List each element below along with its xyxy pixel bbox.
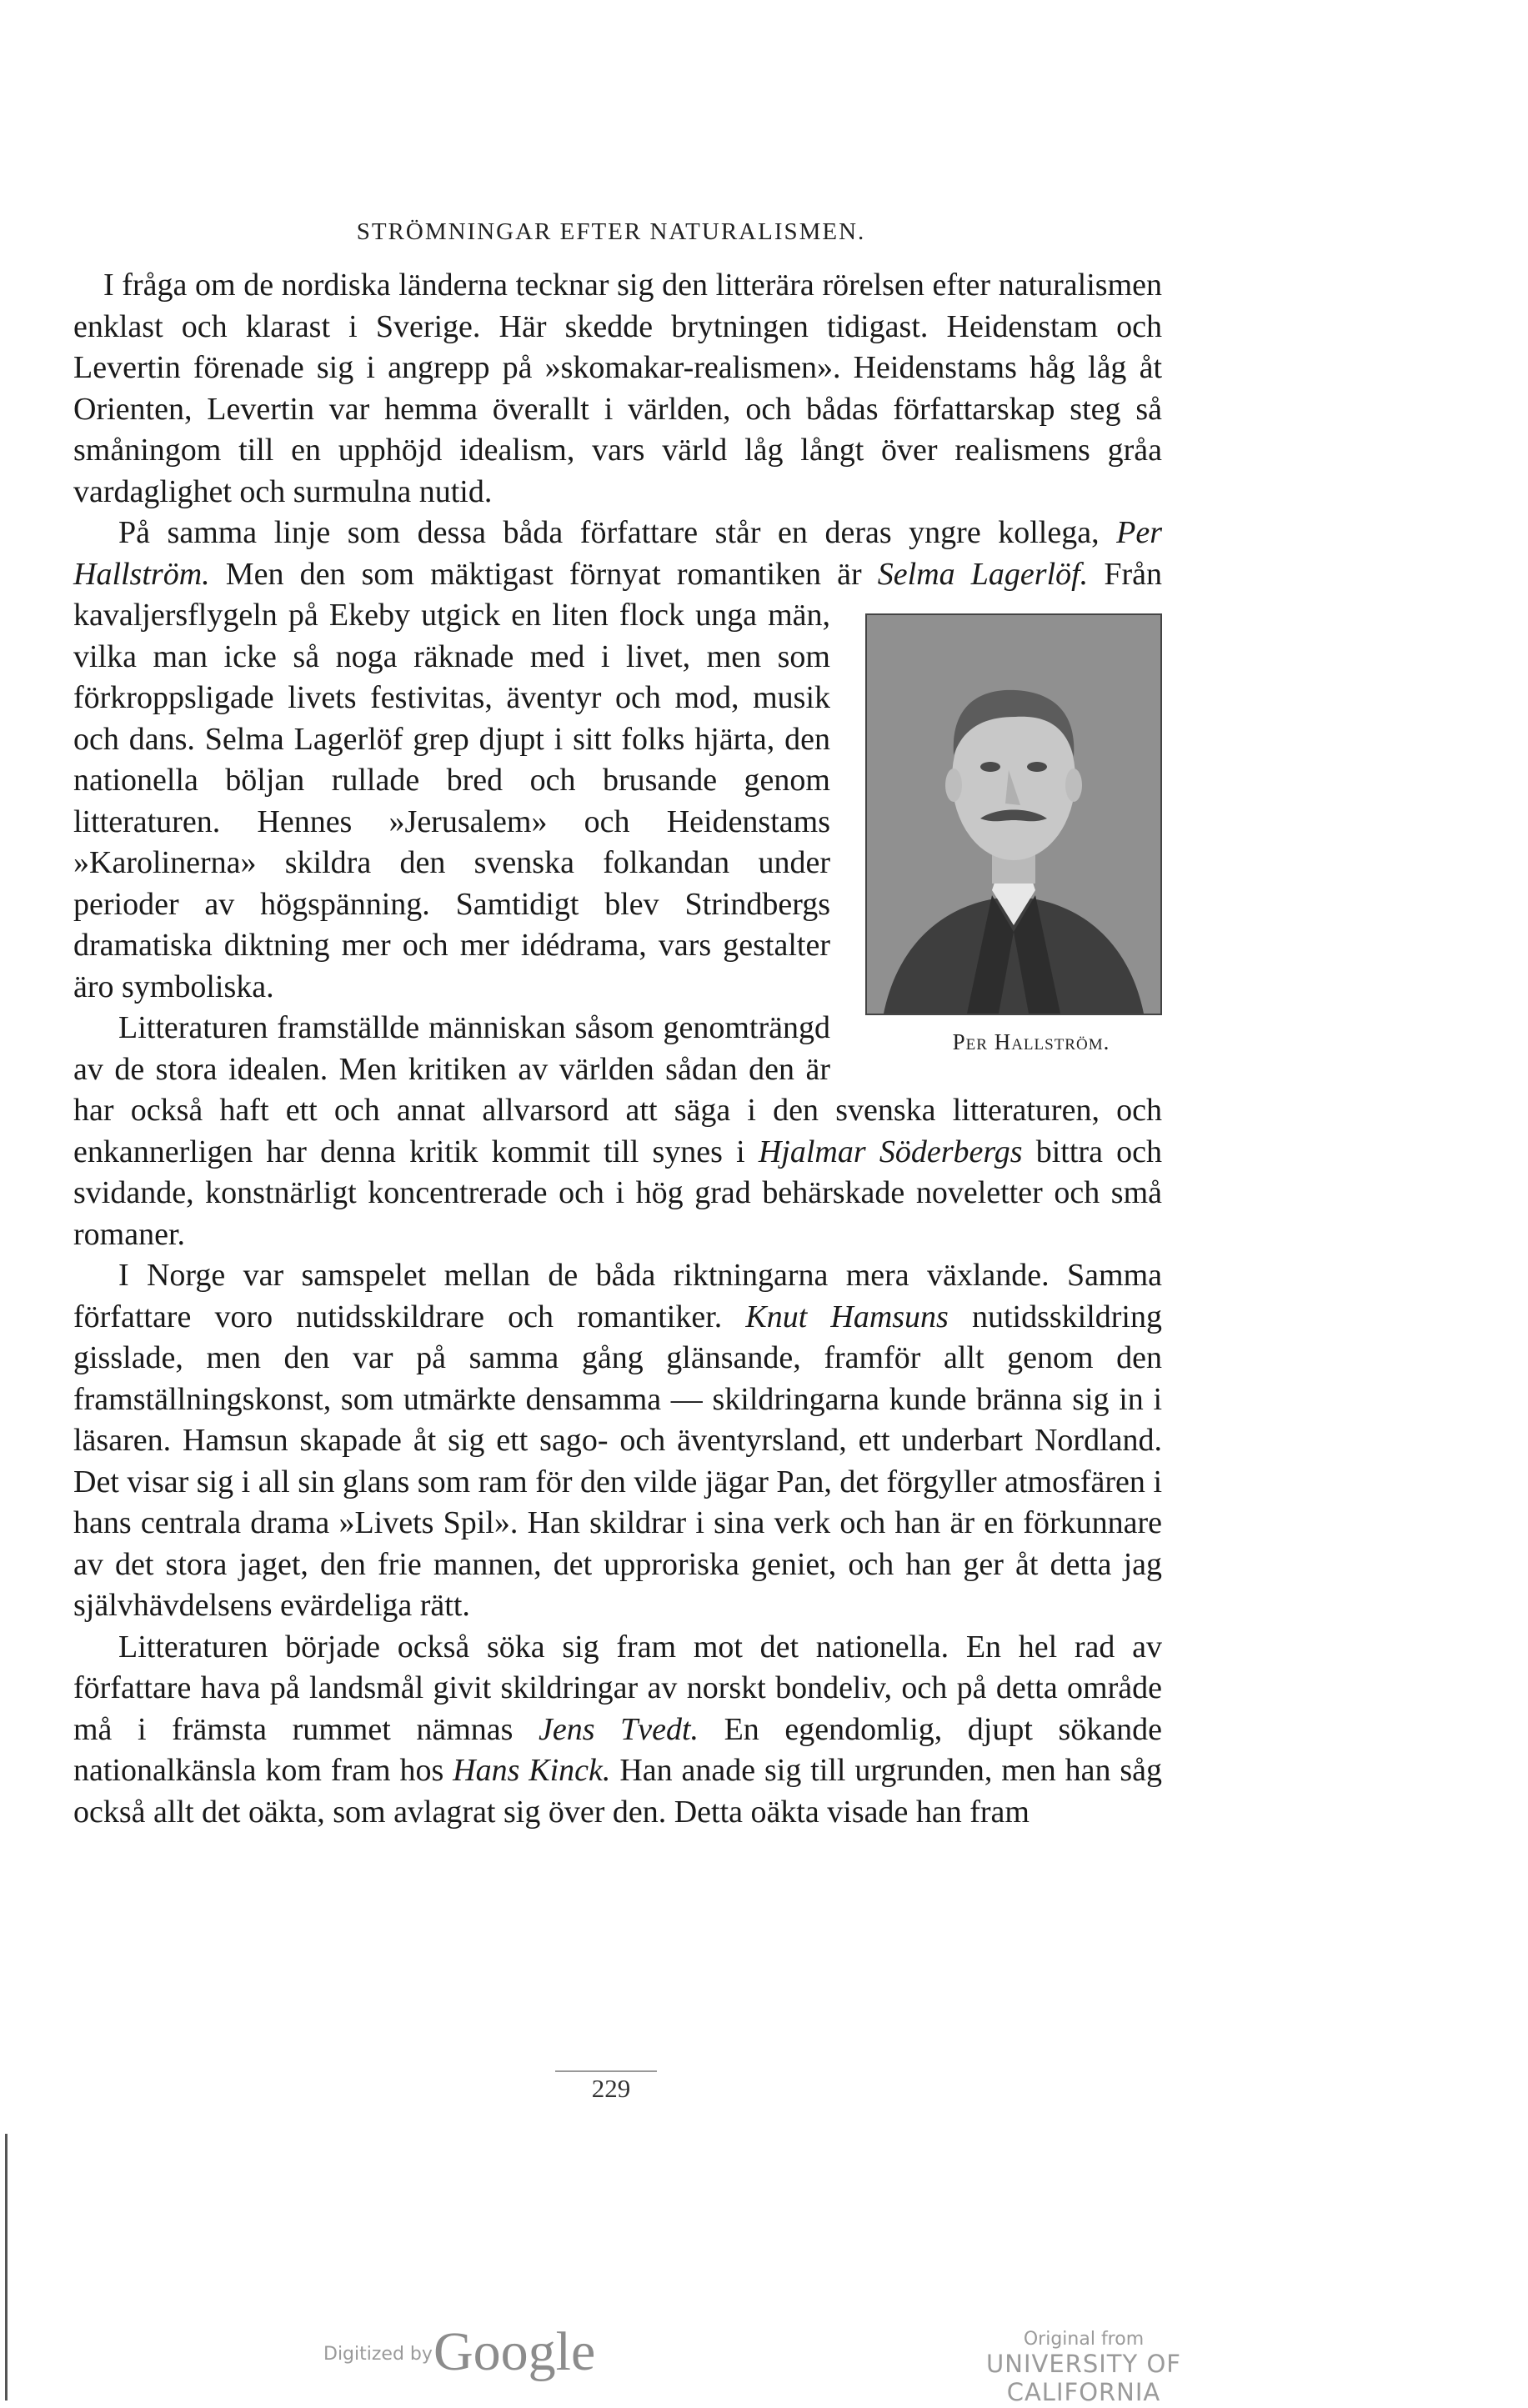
text-run: I fråga om de nordiska länderna tecknar sig den litterära rörelsen efter naturalismen enklast och klarast i Sverige. Här skedde brytningen tidigast. Heidenstam och Levertin förenade sig i angrepp på »skomakar-realismen». Heidenstams håg låg åt Orienten, Levertin var hemma överallt i världen, och bådas författarskap steg så småningom till en upphöjd idealism, vars värld låg långt över realismens gråa vardaglighet och surmulna nutid. [73,268,1162,509]
portrait-figure [855,613,1162,1064]
text-run: Litteraturen framställde människan såsom genomträngd av de stora idealen. Men kritiken av världen sådan den är har också haft ett och annat allvarsord att säga i den svenska litteraturen, och enkannerligen har denna kritik kommit till synes i [73,1010,1162,1169]
text-run: Litteraturen började också söka sig fram mot det nationella. En hel rad av författare hava på landsmål givit skildringar av norskt bondeliv, och på detta område må i främsta rummet nämnas [73,1629,1162,1747]
paragraph-4 [73,1255,1162,1627]
text-run: På samma linje som dessa båda författare står en deras yngre kollega, [118,515,1117,550]
portrait-photo [865,613,1162,1015]
paragraph-5 [73,1627,1162,1834]
italic-name: Hans Kinck. [453,1753,611,1788]
italic-name: Jens Tvedt. [539,1711,699,1747]
paragraph-2-lead [73,515,1162,592]
text-run: I Norge var samspelet mellan de båda riktningarna mera växlande. Samma författare voro nutidsskildrare och romantiker. [73,1258,1162,1334]
italic-name: Selma Lagerlöf. [877,556,1089,592]
figure-caption [855,1022,1162,1064]
paragraph-2 [73,513,1162,1054]
original-from-watermark [917,2329,1250,2406]
text-run: Men den som mäktigast förnyat romantiken är [209,556,878,592]
body-text [73,265,1162,1833]
page-number: 229 [591,2074,631,2103]
text-run: En egendomlig, djupt sökande nationalkänsla kom fram hos [73,1711,1162,1788]
page-number-rule [555,2070,657,2072]
paragraph-1 [73,265,1162,513]
google-logo: Google [433,2321,596,2382]
digitized-by-label: Digitized by [323,2344,433,2365]
text-run: Han anade sig till urgrunden, men han såg också allt det oäkta, som avlagrat sig över den. Detta oäkta visade han fram [73,1753,1163,1830]
scan-edge-line [5,2134,8,2400]
figure-caption-text: Per Hallström. [952,1029,1110,1054]
text-run: bittra och svidande, konstnärligt koncentrerade och i hög grad behärskade noveletter och små romaner. [73,1134,1163,1252]
text-run: nutidsskildring gisslade, men den var på samma gång glänsande, framför allt genom den framställningskonst, som utmärkte densamma — skildringarna kunde bränna sig in i läsaren. Hamsun skapade åt sig ett sago- och äventyrsland, ett underbart Nordland. Det visar sig i all sin glans som ram för den vilde jägar Pan, det förgyller atmosfären i hans centrala drama »Livets Spil». Han skildrar i sina verk och han är en förkunnare av det stora jaget, den frie mannen, det upproriska geniet, och han ger åt detta jag självhävdelsens evärdeliga rätt. [73,1299,1162,1623]
italic-name: Hjalmar Söderbergs [758,1134,1023,1169]
institution-label: UNIVERSITY OF CALIFORNIA [986,2350,1181,2406]
running-head: STRÖMNINGAR EFTER NATURALISMEN. [356,218,866,245]
original-from-label: Original from [1023,2329,1145,2350]
italic-name: Per Hallström. [73,515,1162,592]
text-run: Från kavaljersflygeln på Ekeby utgick en liten flock unga män, vilka man icke så noga räknade med i livet, men som förkroppsligade livets festivitas, äventyr och mod, musik och dans. Selma Lagerlöf grep djupt i sitt folks hjärta, den nationella böljan rullade bred och brusande genom litteraturen. Hennes »Jerusalem» och Heidenstams »Karolinerna» skildra den svenska folkandan under perioder av högspänning. Samtidigt blev Strindbergs dramatiska diktning mer och mer idédrama, vars gestalter äro symboliska. [73,556,1162,1004]
italic-name: Knut Hamsuns [745,1299,949,1334]
